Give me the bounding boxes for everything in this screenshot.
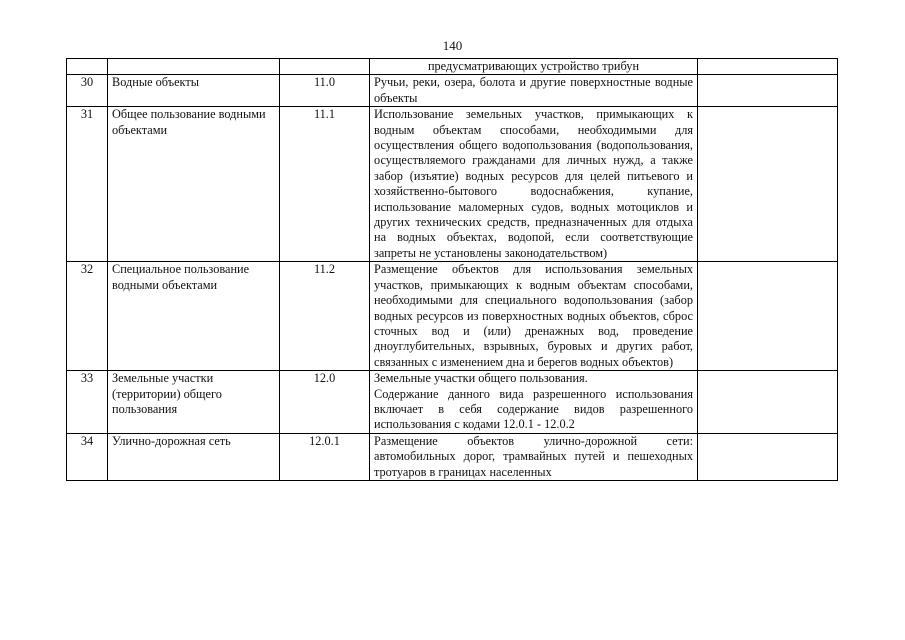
row-name: Земельные участки (территории) общего пользования xyxy=(108,371,280,434)
cell-empty xyxy=(698,262,838,371)
continuation-description: предусматривающих устройство трибун xyxy=(370,59,698,75)
row-description xyxy=(370,107,698,262)
row-name: Водные объекты xyxy=(108,75,280,107)
cell-empty xyxy=(698,59,838,75)
description-paragraph: Размещение объектов улично-дорожной сети: автомобильных дорог, трамвайных путей и пешеходных тротуаров в границах населенных xyxy=(374,433,693,479)
cell-empty xyxy=(698,75,838,107)
row-number: 30 xyxy=(67,75,108,107)
cell-code xyxy=(280,59,370,75)
description-paragraph: Использование земельных участков, примыкающих к водным объектам способами, необходимыми для осуществления общего водопользования (водопользования, осуществляемого гражданами для личных нужд, а также забор (изъятие) водных ресурсов для целей питьевого и хозяйственно-бытового водоснабжения, купание, использование маломерных судов, водных мотоциклов и других технических средств, предназначенных для отдыха на водных объектах, водопой, если соответствующие запреты не установлены законодательством) xyxy=(374,107,693,260)
row-description xyxy=(370,371,698,434)
row-name: Улично-дорожная сеть xyxy=(108,433,280,480)
table-row xyxy=(67,262,838,371)
cell-empty xyxy=(698,371,838,434)
row-name: Специальное пользование водными объектами xyxy=(108,262,280,371)
continuation-row xyxy=(67,59,838,75)
page-number: 140 xyxy=(442,38,463,53)
cell-empty xyxy=(698,107,838,262)
description-paragraph: Размещение объектов для использования земельных участков, примыкающих к водным объектам способами, необходимыми для специального водопользования (забор водных ресурсов из поверхностных водных объектов, сброс сточных вод и (или) дренажных вод, проведение дноуглубительных, взрывных, буровых и других работ, связанных с изменением дна и берегов водных объектов) xyxy=(374,262,693,369)
table-row xyxy=(67,433,838,480)
cell-num xyxy=(67,59,108,75)
description-paragraph: Ручьи, реки, озера, болота и другие поверхностные водные объекты xyxy=(374,75,693,105)
row-description xyxy=(370,433,698,480)
row-name: Общее пользование водными объектами xyxy=(108,107,280,262)
row-code: 12.0.1 xyxy=(280,433,370,480)
cell-name xyxy=(108,59,280,75)
table-row xyxy=(67,75,838,107)
land-use-table xyxy=(66,58,838,481)
table-row xyxy=(67,107,838,262)
cell-empty xyxy=(698,433,838,480)
row-code: 11.2 xyxy=(280,262,370,371)
row-number: 31 xyxy=(67,107,108,262)
row-description xyxy=(370,262,698,371)
row-number: 32 xyxy=(67,262,108,371)
description-paragraph: Земельные участки общего пользования. xyxy=(374,371,588,386)
row-number: 34 xyxy=(67,433,108,480)
row-description xyxy=(370,75,698,107)
row-number: 33 xyxy=(67,371,108,434)
table-row xyxy=(67,371,838,434)
row-code: 11.0 xyxy=(280,75,370,107)
description-paragraph: Содержание данного вида разрешенного использования включает в себя содержание видов разрешенного использования с кодами 12.0.1 - 12.0.2 xyxy=(374,386,693,432)
row-code: 12.0 xyxy=(280,371,370,434)
row-code: 11.1 xyxy=(280,107,370,262)
